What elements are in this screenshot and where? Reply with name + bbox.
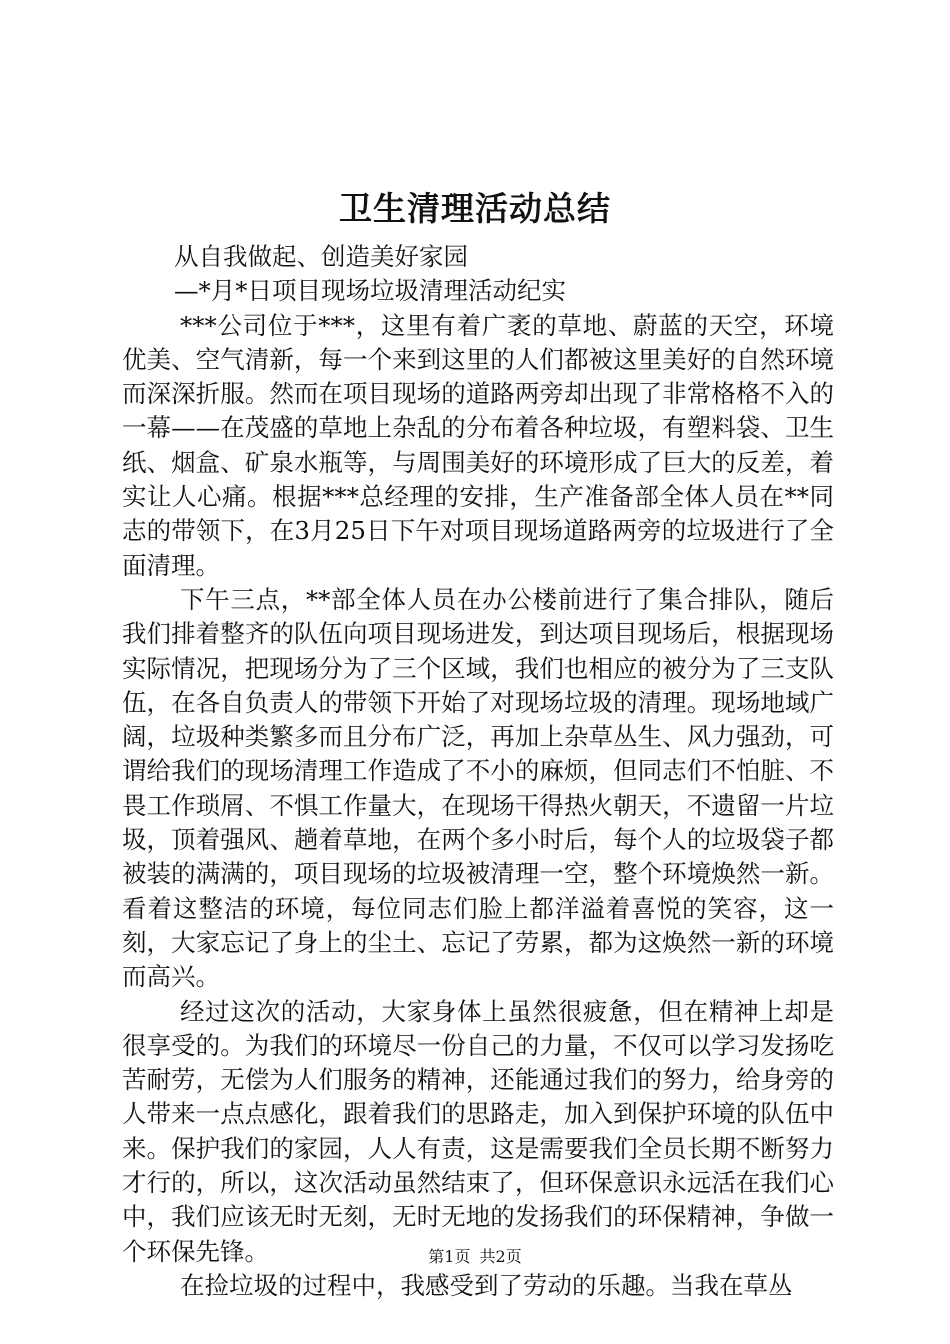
paragraph-3: 经过这次的活动，大家身体上虽然很疲惫，但在精神上却是很享受的。为我们的环境尽一份自己的力量，不仅可以学习发扬吃苦耐劳，无偿为人们服务的精神，还能通过我们的努力，给身旁的人带来一点点感化，跟着我们的思路走，加入到保护环境的队伍中来。保护我们的家园，人人有责，这是需要我们全员长期不断努力才行的，所以，这次活动虽然结束了，但环保意识永远活在我们心中，我们应该无时无刻，无时无地的发扬我们的环保精神，争做一个环保先锋。 bbox=[122, 996, 834, 1266]
page-total: 共2页 bbox=[479, 1247, 522, 1266]
paragraph-2: 下午三点，**部全体人员在办公楼前进行了集合排队，随后我们排着整齐的队伍向项目现场进发，到达项目现场后，根据现场实际情况，把现场分为了三个区域，我们也相应的被分为了三支队伍，在各自负责人的带领下开始了对现场垃圾的清理。现场地域广阔，垃圾种类繁多而且分布广泛，再加上杂草丛生、风力强劲，可谓给我们的现场清理工作造成了不小的麻烦，但同志们不怕脏、不畏工作琐屑、不惧工作量大，在现场干得热火朝天，不遗留一片垃圾，顶着强风、趟着草地，在两个多小时后，每个人的垃圾袋子都被装的满满的，项目现场的垃圾被清理一空，整个环境焕然一新。看着这整洁的环境，每位同志们脸上都洋溢着喜悦的笑容，这一刻，大家忘记了身上的尘土、忘记了劳累，都为这焕然一新的环境而高兴。 bbox=[122, 584, 834, 992]
page-number: 第1页 bbox=[428, 1247, 471, 1266]
paragraph-4: 在捡垃圾的过程中，我感受到了劳动的乐趣。当我在草丛 bbox=[180, 1270, 793, 1300]
document-body bbox=[122, 240, 834, 1303]
document-title: 卫生清理活动总结 bbox=[339, 189, 611, 228]
subtitle-line-2: —*月*日项目现场垃圾清理活动纪实 bbox=[174, 276, 566, 306]
paragraph-1: ***公司位于***，这里有着广袤的草地、蔚蓝的天空，环境优美、空气清新，每一个来到这里的人们都被这里美好的自然环境而深深折服。然而在项目现场的道路两旁却出现了非常格格不入的一幕——在茂盛的草地上杂乱的分布着各种垃圾，有塑料袋、卫生纸、烟盒、矿泉水瓶等，与周围美好的环境形成了巨大的反差，着实让人心痛。根据***总经理的安排，生产准备部全体人员在**同志的带领下，在3月25日下午对项目现场道路两旁的垃圾进行了全面清理。 bbox=[122, 310, 834, 580]
page-footer bbox=[0, 1246, 950, 1268]
subtitle-line-1: 从自我做起、创造美好家园 bbox=[174, 242, 468, 271]
